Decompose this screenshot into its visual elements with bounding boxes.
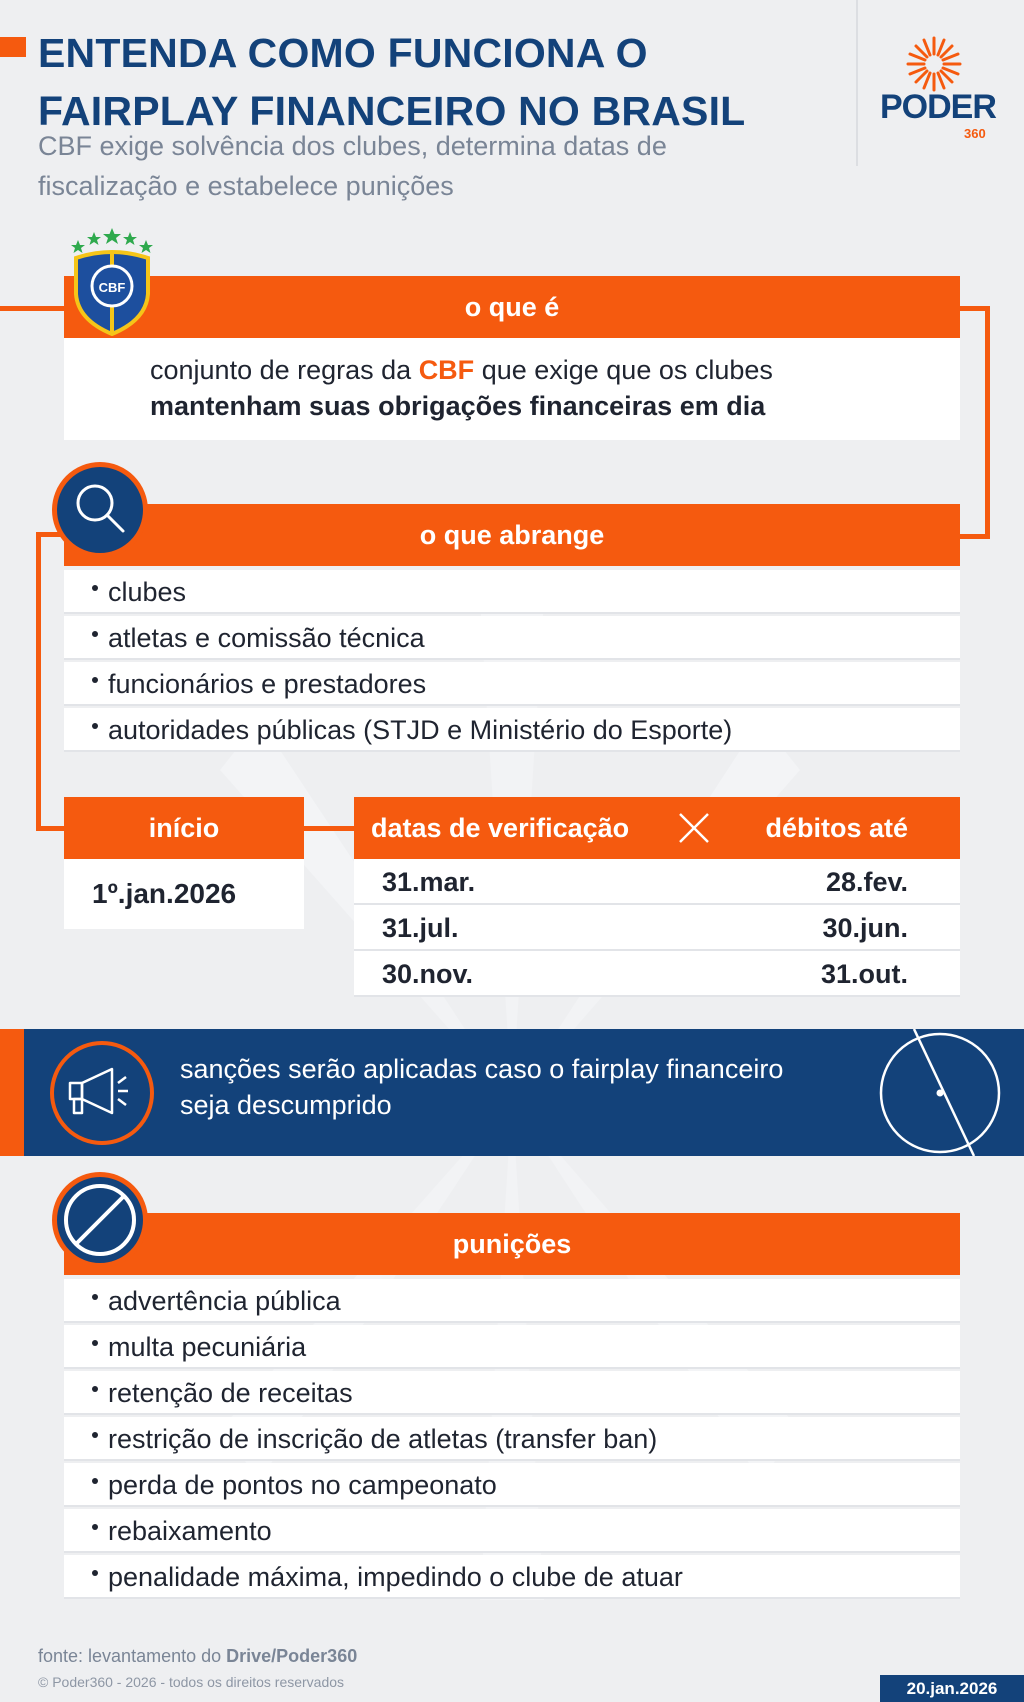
- source-prefix: fonte: levantamento do: [38, 1646, 227, 1666]
- source-note: [38, 1646, 357, 1667]
- connector-line: [958, 534, 990, 539]
- bullet: [92, 631, 98, 637]
- bullet: [92, 1524, 98, 1530]
- what-is-body: [64, 338, 960, 440]
- scope-item: [64, 616, 960, 660]
- subtitle-line-1: CBF exige solvência dos clubes, determina datas de: [38, 131, 667, 161]
- punishments-heading: punições: [452, 1229, 572, 1259]
- logo-sub: 360: [964, 126, 986, 141]
- bullet: [92, 1294, 98, 1300]
- punishment-item-text: perda de pontos no campeonato: [108, 1470, 497, 1500]
- punishment-item-text: rebaixamento: [108, 1516, 272, 1546]
- page-title: [38, 24, 858, 140]
- sanctions-line-1: sanções serão aplicadas caso o fairplay financeiro: [180, 1054, 784, 1084]
- punishment-item-text: restrição de inscrição de atletas (transfer ban): [108, 1424, 658, 1454]
- date-row: [354, 905, 960, 951]
- punishment-item: [64, 1509, 960, 1553]
- sanctions-line-2: seja descumprido: [180, 1090, 392, 1120]
- search-icon-circle: [52, 462, 148, 558]
- connector-line: [985, 306, 990, 539]
- stars-icon: [71, 228, 153, 253]
- scope-item: [64, 708, 960, 752]
- cbf-badge: [68, 224, 156, 336]
- copyright: © Poder360 - 2026 - todos os direitos reservados: [38, 1674, 345, 1690]
- punishment-item: [64, 1371, 960, 1415]
- start-header: [64, 797, 304, 859]
- verification-heading: datas de verificação: [371, 813, 630, 843]
- source-name: Drive/Poder360: [226, 1646, 358, 1666]
- punishment-item: [64, 1463, 960, 1507]
- punishment-item-text: retenção de receitas: [108, 1378, 353, 1408]
- banner-accent: [0, 1029, 24, 1156]
- what-is-text: conjunto de regras da: [150, 355, 419, 385]
- what-is-header: [64, 276, 960, 338]
- start-heading: início: [148, 813, 220, 843]
- date-row: [354, 859, 960, 905]
- what-is-bold-text: mantenham suas obrigações financeiras em dia: [150, 391, 766, 421]
- what-is-text: que exige que os clubes: [474, 355, 773, 385]
- bullet: [92, 677, 98, 683]
- debts-date: 28.fev.: [825, 867, 908, 897]
- prohibited-icon: [57, 1177, 143, 1263]
- title-line-2: FAIRPLAY FINANCEIRO NO BRASIL: [38, 88, 746, 134]
- bullet: [92, 723, 98, 729]
- title-line-1: ENTENDA COMO FUNCIONA O: [38, 30, 648, 76]
- punishment-item: [64, 1555, 960, 1599]
- megaphone-icon-circle: [50, 1041, 154, 1145]
- what-is-heading: o que é: [464, 292, 560, 322]
- punishment-item: [64, 1279, 960, 1323]
- poder360-logo: [872, 34, 996, 144]
- megaphone-icon: [54, 1045, 150, 1141]
- bullet: [92, 585, 98, 591]
- debts-date: 31.out.: [820, 959, 908, 989]
- connector-line: [0, 306, 70, 311]
- title-accent-mark: [0, 37, 26, 57]
- publish-date-badge: 20.jan.2026: [880, 1675, 1024, 1702]
- scope-item-text: autoridades públicas (STJD e Ministério do Esporte): [108, 715, 733, 745]
- punishment-item-text: advertência pública: [108, 1286, 341, 1316]
- debts-date: 30.jun.: [822, 913, 908, 943]
- header-divider: [856, 0, 858, 166]
- scope-header: [64, 504, 960, 566]
- sanctions-text: [180, 1051, 860, 1123]
- connector-line: [302, 826, 358, 831]
- subtitle-line-2: fiscalização e estabelece punições: [38, 171, 454, 201]
- scope-item: [64, 662, 960, 706]
- scope-item-text: clubes: [108, 577, 187, 607]
- bullet: [92, 1432, 98, 1438]
- punishment-item-text: penalidade máxima, impedindo o clube de atuar: [108, 1562, 683, 1592]
- cross-icon: [676, 810, 712, 846]
- connector-line: [36, 826, 66, 831]
- punishment-item-text: multa pecuniária: [108, 1332, 307, 1362]
- date-row: [354, 951, 960, 997]
- verification-header: [354, 797, 960, 859]
- punishments-header: [64, 1213, 960, 1275]
- debts-heading: débitos até: [765, 813, 908, 843]
- prohibited-icon-circle: [52, 1172, 148, 1268]
- cbf-highlight: CBF: [418, 355, 475, 385]
- sanctions-banner: [0, 1029, 1024, 1156]
- scope-item-text: funcionários e prestadores: [108, 669, 427, 699]
- punishment-item: [64, 1325, 960, 1369]
- start-date: 1º.jan.2026: [92, 878, 237, 909]
- bullet: [92, 1386, 98, 1392]
- bullet: [92, 1478, 98, 1484]
- scope-heading: o que abrange: [419, 520, 605, 550]
- page-subtitle: [38, 126, 838, 206]
- start-body: [64, 859, 304, 929]
- scope-item: [64, 570, 960, 614]
- check-date: 30.nov.: [382, 959, 474, 989]
- cbf-badge-text: CBF: [98, 280, 126, 295]
- scope-item-text: atletas e comissão técnica: [108, 623, 425, 653]
- punishment-item: [64, 1417, 960, 1461]
- sunburst-icon: [904, 34, 964, 94]
- check-date: 31.mar.: [382, 867, 476, 897]
- search-icon: [57, 467, 143, 553]
- logo-word: PODER: [880, 88, 996, 126]
- bullet: [92, 1570, 98, 1576]
- connector-line: [36, 532, 41, 831]
- check-date: 31.jul.: [382, 913, 459, 943]
- bullet: [92, 1340, 98, 1346]
- whistle-icon: [876, 1029, 1006, 1156]
